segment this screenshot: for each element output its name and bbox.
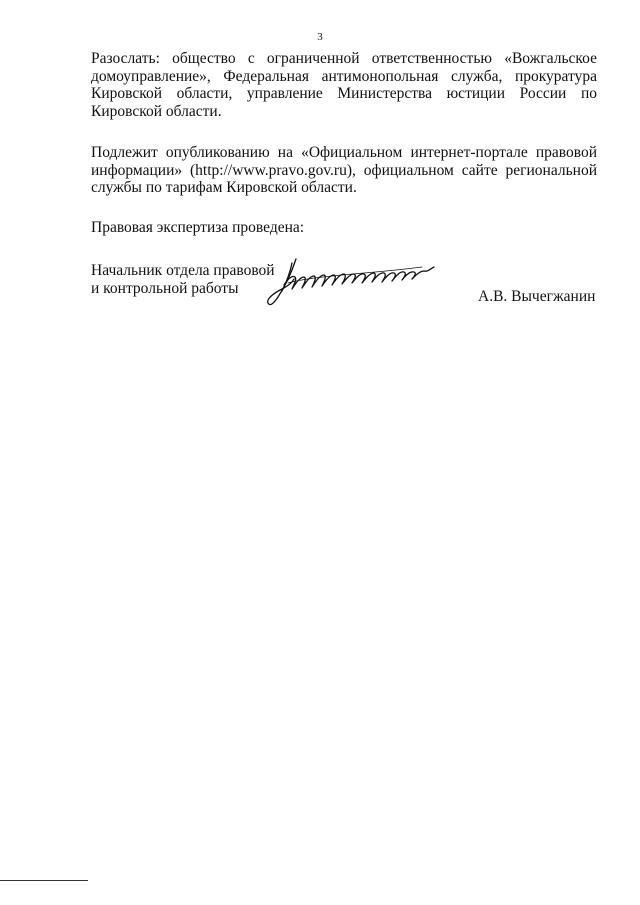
publication-paragraph: [91, 144, 597, 197]
publication-line: Подлежит опубликованию на «Официальном интернет-портале правовой: [91, 144, 597, 161]
distribution-line: Кировской области.: [91, 102, 222, 120]
expertise-paragraph: [91, 219, 597, 237]
distribution-paragraph: [91, 50, 597, 120]
distribution-line: домоуправление», Федеральная антимонопольная служба, прокуратура: [91, 67, 597, 85]
signer-name: А.В. Вычегжанин: [478, 288, 596, 305]
footnote-divider: [0, 880, 88, 881]
distribution-line: Кировской области, управление Министерства юстиции России по: [91, 85, 597, 102]
signer-position-line: и контрольной работы: [91, 279, 239, 297]
signer-position-line: Начальник отдела правовой: [91, 262, 275, 279]
distribution-line: Разослать: общество с ограниченной ответственностью «Вожгальское: [91, 50, 597, 67]
handwritten-signature-icon: [262, 253, 440, 309]
page-number: 3: [317, 31, 323, 43]
signer-position: [91, 262, 275, 297]
expertise-text: Правовая экспертиза проведена:: [91, 219, 305, 236]
publication-line: службы по тарифам Кировской области.: [91, 179, 357, 196]
publication-line: информации» (http://www.pravo.gov.ru), официальном сайте региональной: [91, 161, 597, 179]
